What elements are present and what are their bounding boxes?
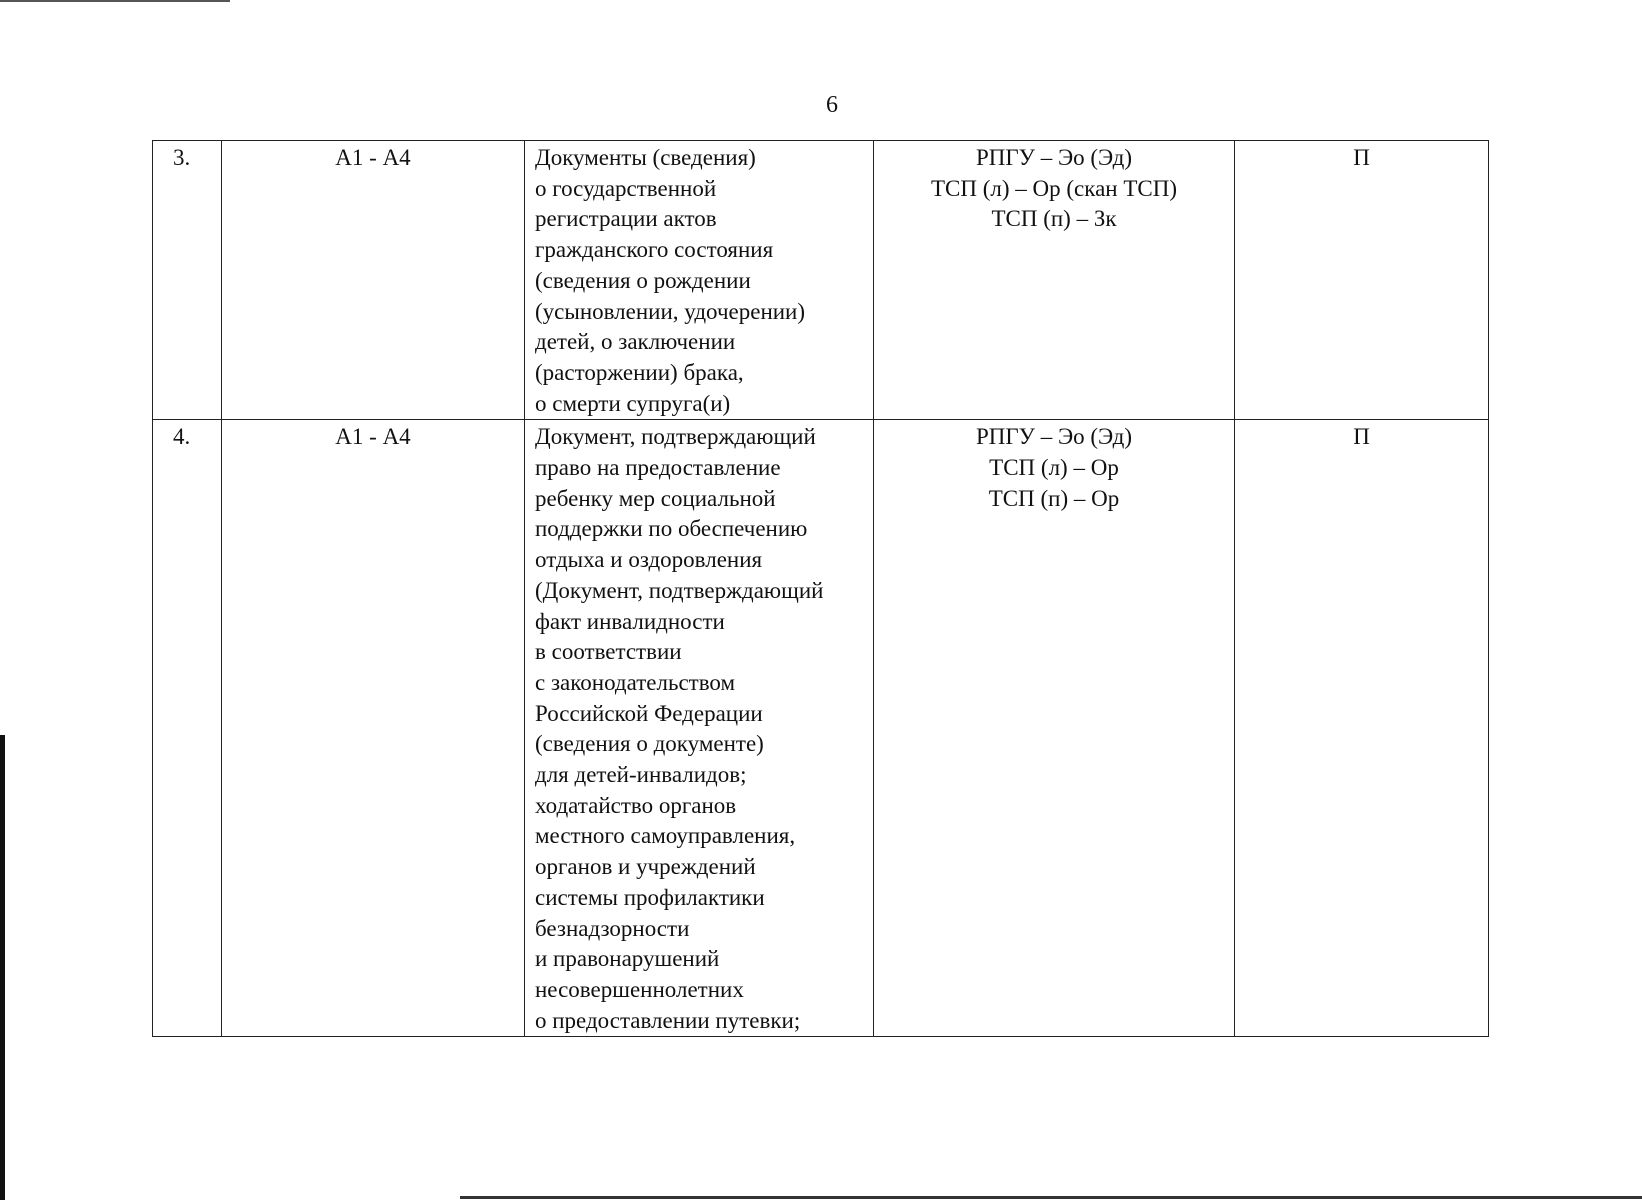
- page-number: 6: [826, 92, 838, 118]
- text-line: (Документ, подтверждающий: [535, 577, 824, 603]
- submission-form: [874, 141, 1235, 420]
- scan-edge-bottom: [460, 1196, 1642, 1199]
- text-line: (сведения о рождении: [535, 267, 751, 293]
- documents-table: [152, 140, 1489, 1037]
- text-line: (сведения о документе): [535, 731, 764, 757]
- text-line: Документы (сведения): [535, 145, 756, 170]
- text-line: местного самоуправления,: [535, 823, 796, 849]
- text-line: ТСП (п) – Зк: [991, 206, 1117, 232]
- text-line: поддержки по обеспечению: [535, 516, 808, 542]
- text-line: (усыновлении, удочерении): [535, 298, 806, 324]
- text-line: РПГУ – Эо (Эд): [975, 424, 1133, 450]
- applicant-codes: А1 - А4: [222, 420, 525, 1037]
- text-line: ходатайство органов: [535, 792, 737, 818]
- text-line: Российской Федерации: [535, 700, 763, 726]
- text-line: с законодательством: [535, 669, 736, 695]
- text-line: и правонарушений: [535, 946, 720, 972]
- text-line: ребенку мер социальной: [535, 485, 776, 511]
- scan-edge-top: [0, 0, 230, 2]
- row-number: 4.: [153, 420, 222, 1037]
- document-type: П: [1235, 141, 1489, 420]
- document-type: П: [1235, 420, 1489, 1037]
- text-line: несовершеннолетних: [535, 976, 744, 1002]
- scan-edge-left: [0, 735, 5, 1200]
- text-line: (расторжении) брака,: [535, 359, 744, 385]
- text-line: ТСП (л) – Ор: [989, 455, 1119, 481]
- document-description: [525, 141, 874, 420]
- text-line: факт инвалидности: [535, 608, 725, 634]
- document-description: [525, 420, 874, 1037]
- text-line: Документ, подтверждающий: [535, 424, 816, 450]
- text-line: о смерти супруга(и): [535, 390, 731, 416]
- text-line: системы профилактики: [535, 884, 765, 910]
- text-line: о предоставлении путевки;: [535, 1007, 801, 1033]
- text-line: РПГУ – Эо (Эд): [975, 145, 1133, 170]
- text-line: детей, о заключении: [535, 329, 736, 355]
- text-line: для детей-инвалидов;: [535, 762, 747, 788]
- text-line: безнадзорности: [535, 915, 690, 941]
- text-line: ТСП (л) – Ор (скан ТСП): [930, 175, 1178, 201]
- text-line: ТСП (п) – Ор: [988, 485, 1120, 511]
- text-line: в соответствии: [535, 639, 682, 665]
- text-line: о государственной: [535, 175, 717, 201]
- applicant-codes: А1 - А4: [222, 141, 525, 420]
- text-line: право на предоставление: [535, 455, 781, 481]
- table-row: [153, 141, 1489, 420]
- text-line: регистрации актов: [535, 206, 717, 232]
- row-number: 3.: [153, 141, 222, 420]
- text-line: гражданского состояния: [535, 237, 774, 263]
- text-line: отдыха и оздоровления: [535, 547, 763, 573]
- table-row: [153, 420, 1489, 1037]
- text-line: органов и учреждений: [535, 854, 756, 880]
- submission-form: [874, 420, 1235, 1037]
